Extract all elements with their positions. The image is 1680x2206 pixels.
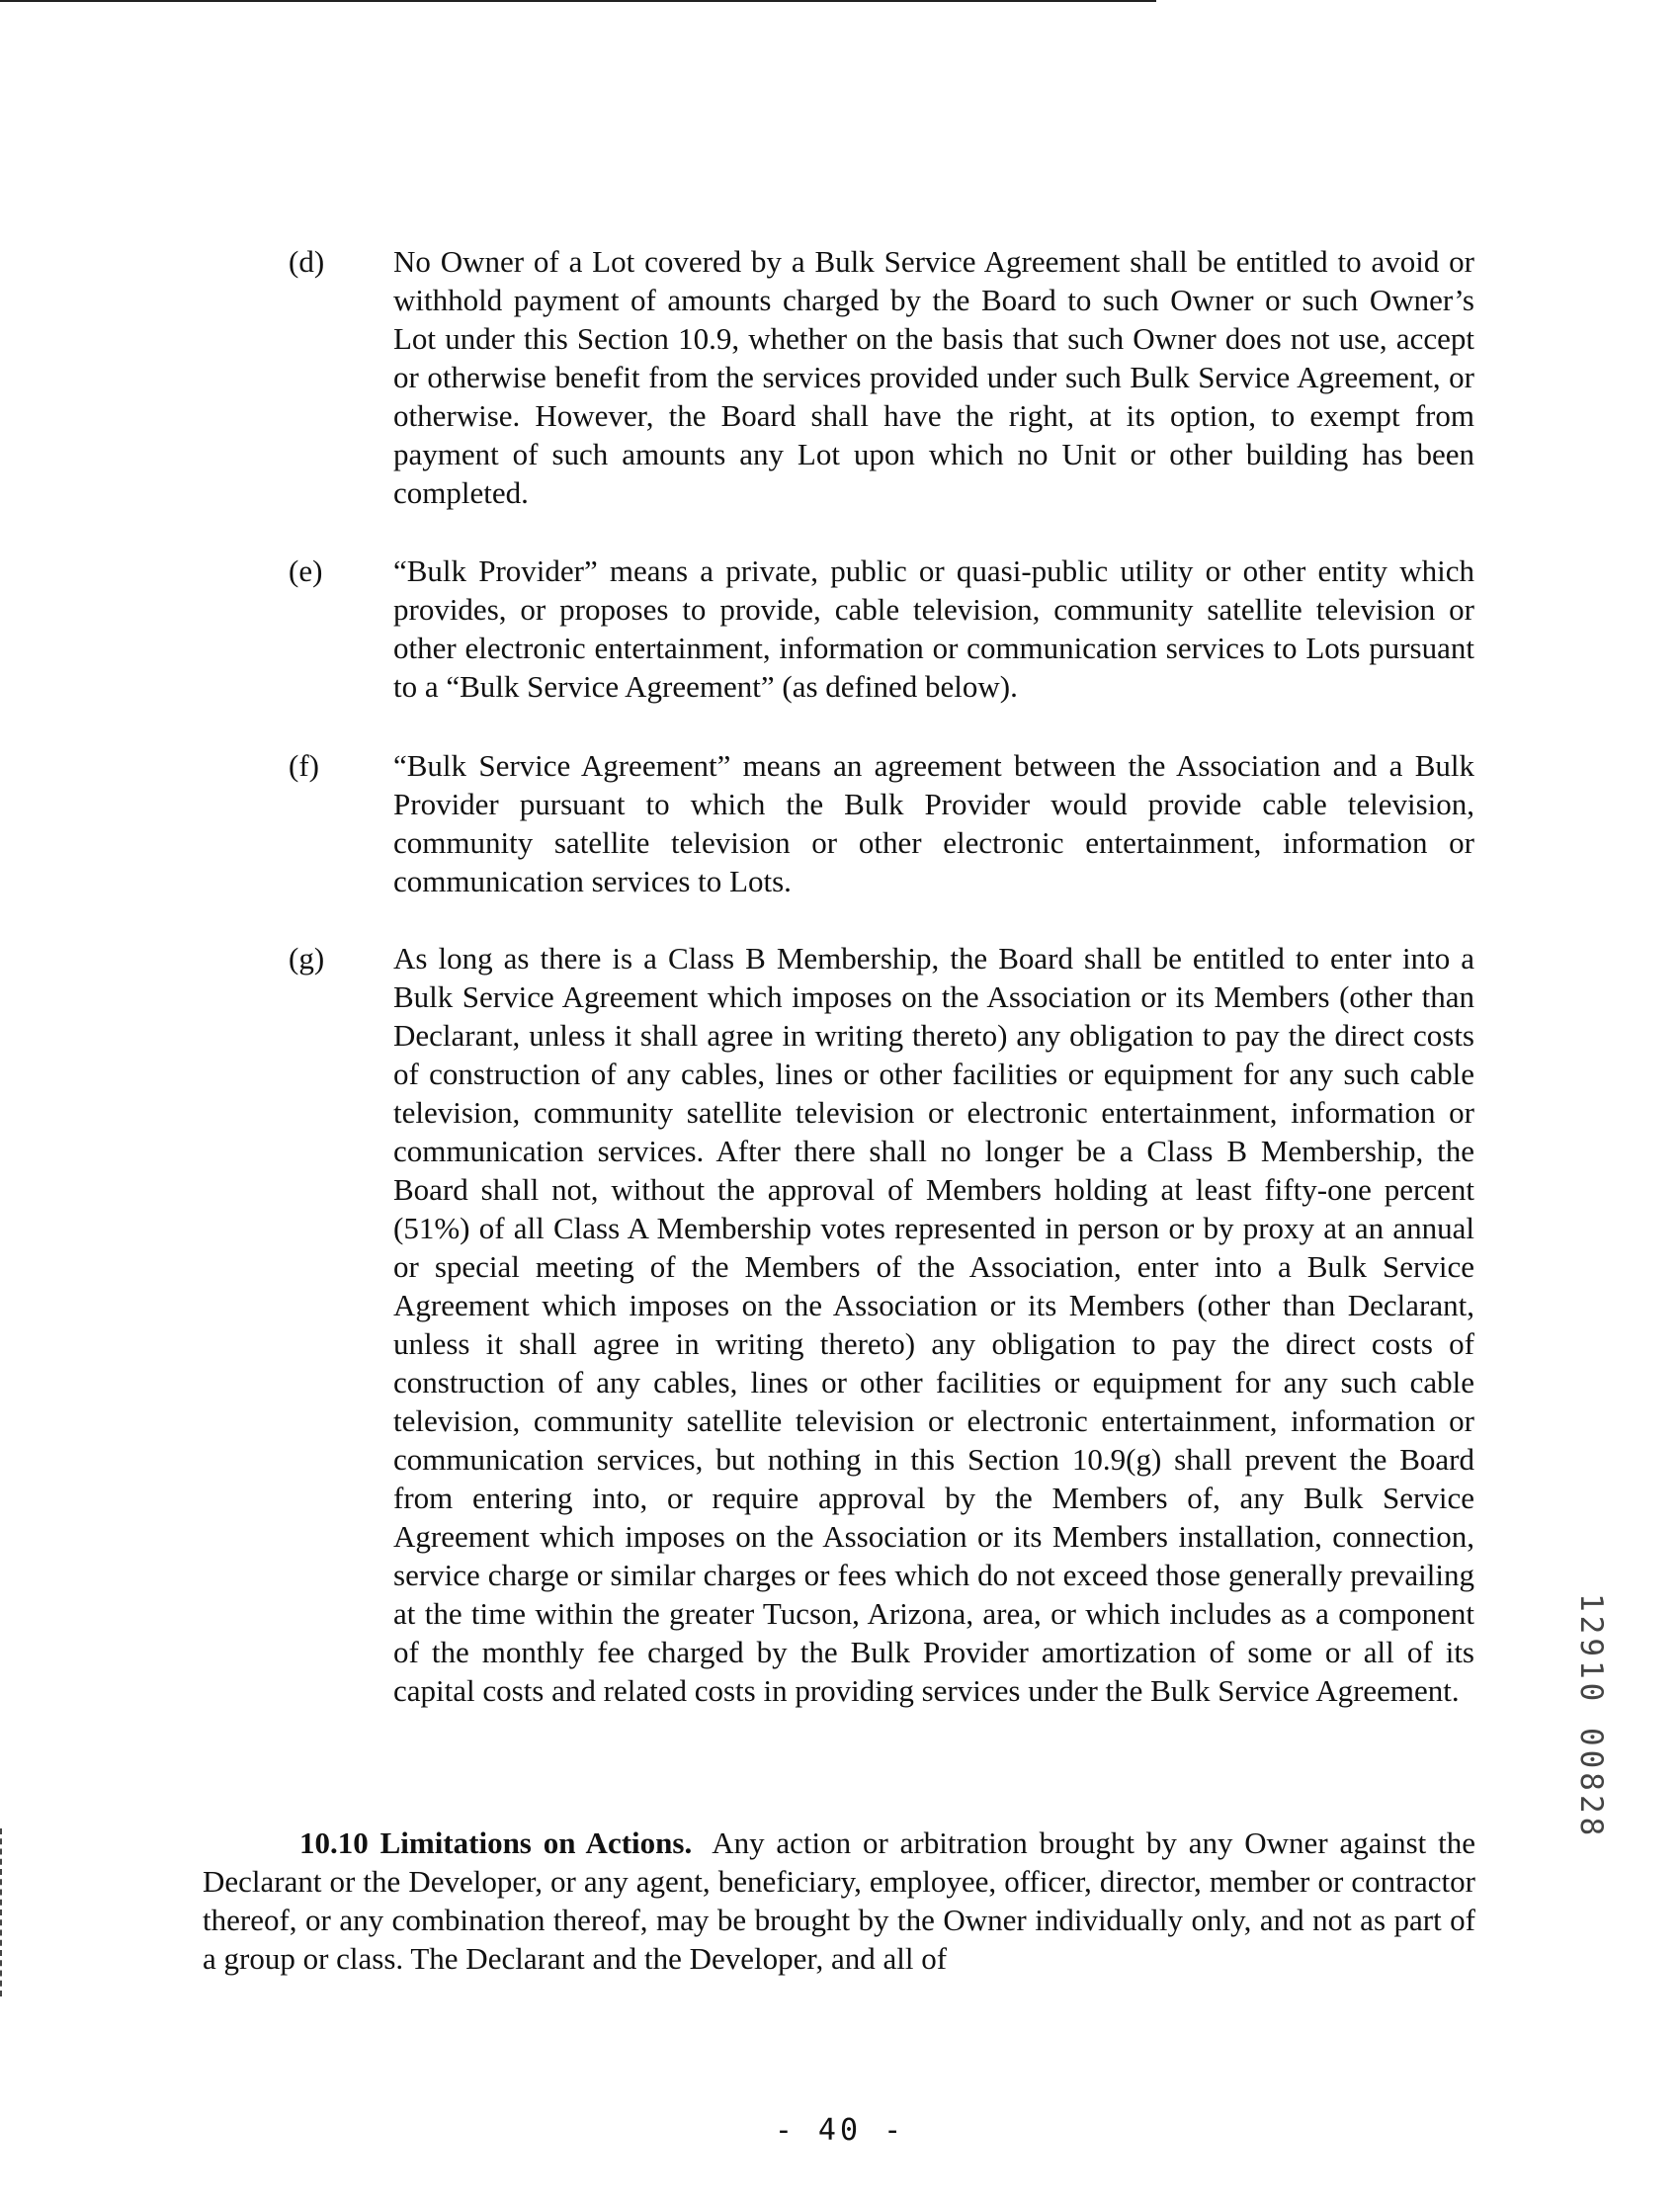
scan-edge-mark: [0, 1828, 5, 1996]
paragraph-text: “Bulk Provider” means a private, public or quasi-public utility or other entity which provides, or proposes to provide, cable television, community satellite television or other electronic entertainment, information or communication services to Lots pursuant to a “Bulk Service Agreement” (as defined below).: [393, 553, 1474, 704]
paragraph-f: [289, 746, 1474, 900]
section-text: Any action or arbitration brought by any Owner against the Declarant or the Developer, or any agent, beneficiary, employee, officer, director, member or contractor thereof, or any combination thereof, may be brought by the Owner individually only, and not as part of a group or class. The Declarant and the Developer, and all of: [203, 1825, 1475, 1976]
paragraph-e: [289, 552, 1474, 706]
paragraph-text: “Bulk Service Agreement” means an agreement between the Association and a Bulk Provider pursuant to which the Bulk Provider would provide cable television, community satellite television or other electronic entertainment, information or communication services to Lots.: [393, 748, 1474, 898]
paragraph-d: [289, 242, 1474, 512]
page-number: - 40 -: [774, 2113, 906, 2148]
section-10-10: [203, 1824, 1475, 1978]
paragraph-label: (g): [289, 941, 325, 976]
top-border-line: [0, 0, 1156, 2]
paragraph-text: As long as there is a Class B Membership, the Board shall be entitled to enter into a Bulk Service Agreement which imposes on the Association or its Members (other than Declarant, unless it shall agree in writing thereto) any obligation to pay the direct costs of construction of any cables, lines or other facilities or equipment for any such cable television, community satellite television or electronic entertainment, information or communication services. After there shall no longer be a Class B Membership, the Board shall not, without the approval of Members holding at least fifty-one percent (51%) of all Class A Membership votes represented in person or by proxy at an annual or special meeting of the Members of the Association, enter into a Bulk Service Agreement which imposes on the Association or its Members (other than Declarant, unless it shall agree in writing thereto) any obligation to pay the direct costs of construction of any cables, lines or other facilities or equipment for any such cable television, community satellite television or electronic entertainment, information or communication services, but nothing in this Section 10.9(g) shall prevent the Board from entering into, or require approval by the Members of, any Bulk Service Agreement which imposes on the Association or its Members installation, connection, service charge or similar charges or fees which do not exceed those generally prevailing at the time within the greater Tucson, Arizona, area, or which includes as a component of the monthly fee charged by the Bulk Provider amortization of some or all of its capital costs and related costs in providing services under the Bulk Service Agreement.: [393, 941, 1474, 1708]
paragraph-text: No Owner of a Lot covered by a Bulk Service Agreement shall be entitled to avoid or withhold payment of amounts charged by the Board to such Owner or such Owner’s Lot under this Section 10.9, whether on the basis that such Owner does not use, accept or otherwise benefit from the services provided under such Bulk Service Agreement, or otherwise. However, the Board shall have the right, at its option, to exempt from payment of such amounts any Lot upon which no Unit or other building has been completed.: [393, 244, 1474, 510]
recording-stamp: 12910 00828: [1573, 1593, 1609, 1840]
section-heading: 10.10 Limitations on Actions.: [299, 1825, 693, 1860]
paragraph-label: (d): [289, 244, 325, 279]
paragraph-label: (f): [289, 748, 319, 783]
paragraph-label: (e): [289, 553, 323, 588]
paragraph-g: [289, 939, 1474, 1710]
